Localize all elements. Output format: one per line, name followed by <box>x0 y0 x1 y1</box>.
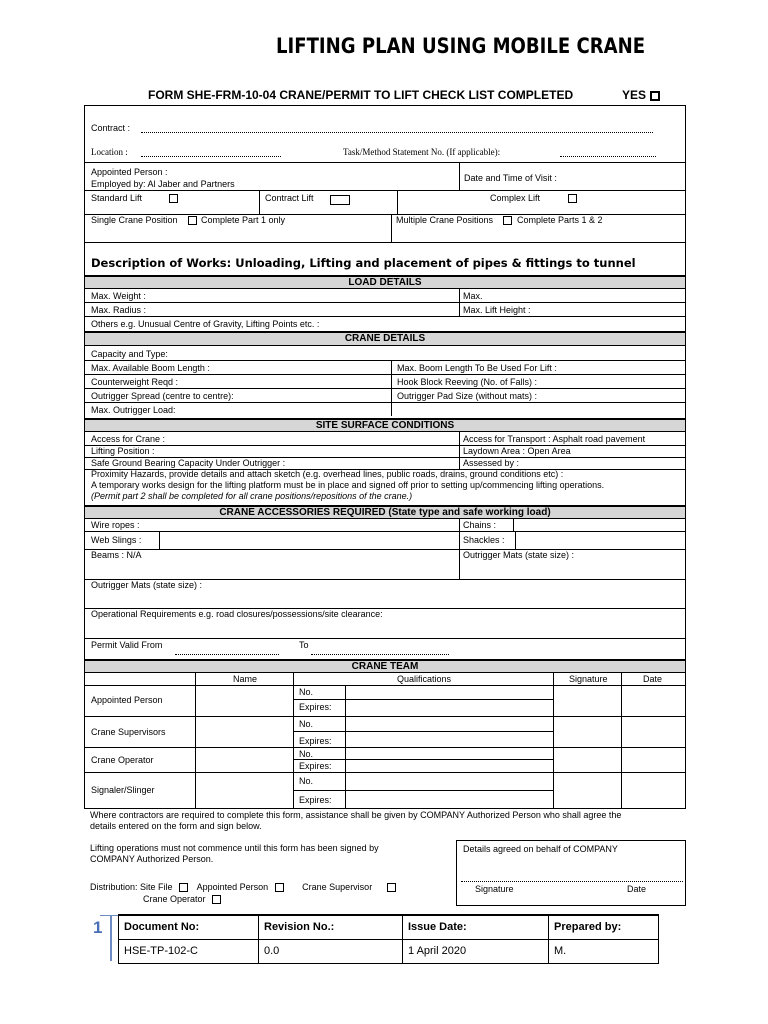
team-col-name: Name <box>233 674 258 684</box>
role-signaler-slinger: Signaler/Slinger <box>91 785 155 795</box>
permit-valid-to-label: To <box>299 640 309 650</box>
multiple-crane-label: Multiple Crane Positions <box>396 215 494 225</box>
crane-details-heading: CRANE DETAILS <box>85 331 685 346</box>
shackles-label: Shackles : <box>463 535 505 545</box>
assessed-by-label: Assessed by : <box>463 458 520 468</box>
contract-field[interactable] <box>141 132 653 133</box>
team-col-signature: Signature <box>569 674 608 684</box>
operator-no-label: No. <box>299 749 314 759</box>
counterweight-label: Counterweight Reqd : <box>91 377 179 387</box>
prepared-by-header: Prepared by: <box>549 915 659 939</box>
standard-lift-checkbox[interactable] <box>169 194 178 203</box>
signature-label: Signature <box>475 884 514 894</box>
signaler-no-label: No. <box>299 776 314 786</box>
role-crane-operator: Crane Operator <box>91 755 154 765</box>
outrigger-pad-label: Outrigger Pad Size (without mats) : <box>397 391 538 401</box>
safe-ground-label: Safe Ground Bearing Capacity Under Outrigger : <box>91 458 286 468</box>
dist-supervisor-label: Crane Supervisor <box>302 882 373 892</box>
single-crane-checkbox[interactable] <box>188 216 197 225</box>
form-reference-text: FORM SHE-FRM-10-04 CRANE/PERMIT TO LIFT CHECK LIST COMPLETED <box>148 88 574 102</box>
distribution-list <box>90 882 396 892</box>
appointed-person-label: Appointed Person : <box>91 167 168 177</box>
hook-block-label: Hook Block Reeving (No. of Falls) : <box>397 377 538 387</box>
form-reference <box>148 88 573 102</box>
permit-valid-from-field[interactable] <box>175 654 279 655</box>
lifting-position-label: Lifting Position : <box>91 446 155 456</box>
team-col-qualifications: Qualifications <box>397 674 452 684</box>
doc-no-value: HSE-TP-102-C <box>119 939 259 963</box>
contract-label: Contract : <box>91 123 131 133</box>
lifting-ops-note: Lifting operations must not commence until this form has been signed by COMPANY Authorized Person. <box>90 843 379 864</box>
complex-lift-checkbox[interactable] <box>568 194 577 203</box>
dist-operator-label: Crane Operator <box>143 894 206 904</box>
proximity-label: Proximity Hazards, provide details and attach sketch (e.g. overhead lines, public roads, drains, ground conditions etc) : <box>91 469 564 479</box>
max-label: Max. <box>463 291 483 301</box>
task-field[interactable] <box>560 156 656 157</box>
issue-date-header: Issue Date: <box>403 915 549 939</box>
details-agreed-label: Details agreed on behalf of COMPANY <box>463 844 618 854</box>
date-time-label: Date and Time of Visit : <box>464 173 557 183</box>
max-weight-label: Max. Weight : <box>91 291 146 301</box>
page-title: LIFTING PLAN USING MOBILE CRANE <box>276 34 646 58</box>
supervisors-expires-label: Expires: <box>299 736 332 746</box>
appointed-expires-label: Expires: <box>299 702 332 712</box>
distribution-operator <box>143 894 221 904</box>
document-info-table <box>118 914 659 964</box>
complete-part1-label: Complete Part 1 only <box>201 215 286 225</box>
permit-valid-from-label: Permit Valid From <box>91 640 163 650</box>
issue-date-value: 1 April 2020 <box>403 939 549 963</box>
yes-label: YES <box>622 88 647 102</box>
outrigger-mats-right-label: Outrigger Mats (state size) : <box>463 550 575 560</box>
single-crane-label: Single Crane Position <box>91 215 178 225</box>
beams-label: Beams : N/A <box>91 550 142 560</box>
accessories-heading: CRANE ACCESSORIES REQUIRED (State type and safe working load) <box>85 505 685 519</box>
company-signature-field[interactable] <box>461 881 683 882</box>
max-lift-height-label: Max. Lift Height : <box>463 305 531 315</box>
company-agreement-box <box>456 840 686 906</box>
max-outrigger-load-label: Max. Outrigger Load: <box>91 405 176 415</box>
laydown-label: Laydown Area : Open Area <box>463 446 571 456</box>
signaler-expires-label: Expires: <box>299 795 332 805</box>
complete-parts-label: Complete Parts 1 & 2 <box>517 215 603 225</box>
doc-no-header: Document No: <box>119 915 259 939</box>
appointed-checkbox[interactable] <box>275 883 284 892</box>
load-details-heading: LOAD DETAILS <box>85 275 685 289</box>
role-appointed-person: Appointed Person <box>91 695 163 705</box>
location-label: Location : <box>91 147 128 157</box>
appointed-no-label: No. <box>299 687 314 697</box>
outrigger-mats-label: Outrigger Mats (state size) : <box>91 580 203 590</box>
max-boom-label: Max. Available Boom Length : <box>91 363 210 373</box>
contract-lift-label: Contract Lift <box>265 193 314 203</box>
capacity-label: Capacity and Type: <box>91 349 168 359</box>
revision-value: 0.0 <box>259 939 403 963</box>
operator-expires-label: Expires: <box>299 761 332 771</box>
location-field[interactable] <box>141 156 281 157</box>
max-radius-label: Max. Radius : <box>91 305 147 315</box>
site-file-checkbox[interactable] <box>179 883 188 892</box>
others-label: Others e.g. Unusual Centre of Gravity, Lifting Points etc. : <box>91 319 320 329</box>
site-surface-heading: SITE SURFACE CONDITIONS <box>85 418 685 432</box>
permit-valid-to-field[interactable] <box>311 654 449 655</box>
date-label: Date <box>627 884 647 894</box>
lifting-plan-form <box>84 105 686 809</box>
contractors-note: Where contractors are required to complete this form, assistance shall be given by COMPANY Authorized Person who shall agree the details entered on the form and sign below. <box>90 810 622 831</box>
team-col-date: Date <box>643 674 663 684</box>
access-transport-label: Access for Transport : Asphalt road pavement <box>463 434 646 444</box>
operational-requirements-label: Operational Requirements e.g. road closures/possessions/site clearance: <box>91 609 383 619</box>
wire-ropes-label: Wire ropes : <box>91 520 140 530</box>
complex-lift-label: Complex Lift <box>490 193 541 203</box>
permit-part2-note: (Permit part 2 shall be completed for all crane positions/repositions of the crane.) <box>91 491 413 501</box>
standard-lift-label: Standard Lift <box>91 193 143 203</box>
description-of-works: Description of Works: Unloading, Lifting and placement of pipes & fittings to tunnel <box>91 256 636 270</box>
contract-lift-checkbox[interactable] <box>330 195 350 205</box>
role-crane-supervisors: Crane Supervisors <box>91 727 166 737</box>
multiple-crane-checkbox[interactable] <box>503 216 512 225</box>
yes-checkbox[interactable] <box>650 91 660 101</box>
prepared-by-value: M. <box>549 939 659 963</box>
page-number: 1 <box>93 918 103 937</box>
crane-team-heading: CRANE TEAM <box>85 659 685 673</box>
temporary-works-note: A temporary works design for the lifting platform must be in place and signed off prior to setting up/commencing lifting operations. <box>91 480 605 490</box>
web-slings-label: Web Slings : <box>91 535 142 545</box>
distribution-label: Distribution: Site File <box>90 882 173 892</box>
outrigger-spread-label: Outrigger Spread (centre to centre): <box>91 391 234 401</box>
operator-checkbox[interactable] <box>212 895 221 904</box>
access-crane-label: Access for Crane : <box>91 434 166 444</box>
revision-header: Revision No.: <box>259 915 403 939</box>
chains-label: Chains : <box>463 520 497 530</box>
dist-appointed-label: Appointed Person <box>196 882 269 892</box>
max-boom-used-label: Max. Boom Length To Be Used For Lift : <box>397 363 557 373</box>
supervisor-checkbox[interactable] <box>387 883 396 892</box>
employed-by-label: Employed by: Al Jaber and Partners <box>91 179 235 189</box>
task-label: Task/Method Statement No. (If applicable): <box>343 147 501 157</box>
yes-checkbox-group[interactable] <box>622 88 660 102</box>
supervisors-no-label: No. <box>299 719 314 729</box>
